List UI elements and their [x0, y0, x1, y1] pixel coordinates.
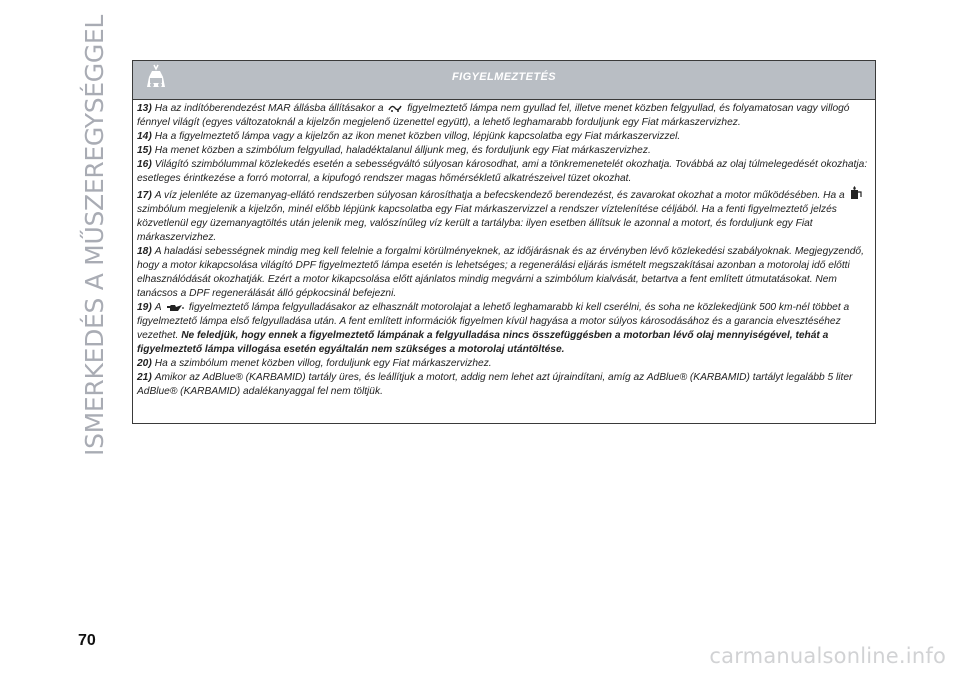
page-number: 70	[78, 632, 96, 649]
item-text: A haladási sebességnek mindig meg kell felelnie a forgalmi körülményeknek, az időjárásnak és az érvényben lévő közlekedési szabályoknak. Megjegyzendő, hogy a motor kikapcsolása világító DPF figyelmeztető lámpa esetén is lehetséges; a regenerálási eljárás ismételt megszakításai azonban a motorolaj idő előtti elhasználódását okozhatják. Ezért a motor kikapcsolása előtt ajánlatos mindig megvárni a szimbólum kialvását, betartva a fent említett útmutatásokat. Nem tanácsos a DPF regenerálását álló gépkocsinál befejezni.	[137, 246, 864, 299]
list-item	[137, 186, 872, 245]
item-number: 14)	[137, 131, 152, 142]
warning-header	[133, 61, 875, 100]
list-item	[137, 130, 872, 144]
list-item	[137, 144, 872, 158]
item-text-pre: A víz jelenléte az üzemanyag-ellátó rendszerben súlyosan károsíthatja a befecskendező berendezést, és zavarokat okozhat a motor működésében. Ha a	[154, 190, 845, 201]
item-text-emphasis: Ne feledjük, hogy ennek a figyelmeztető lámpának a felgyulladása nincs összefüggésben a motorban lévő olaj mennyiségével, tehát a figyelmeztető lámpa villogása esetén egyáltalán nem szükséges a motorolaj utántöltése.	[137, 330, 829, 355]
item-number: 20)	[137, 358, 152, 369]
water-in-fuel-icon	[850, 186, 862, 200]
item-text: figyelmeztető lámpa felgyulladásakor az elhasznált motorolajat a lehető leghamarabb ki kell cserélni, és soha ne közlekedjünk 500 km-nél többet a figyelmeztető lámpa első felgyulladása után. A fent említett információk figyelmen kívül hagyása a motor súlyos károsodásához és a garancia elvesztéséhez vezethet.	[137, 302, 850, 341]
warning-items	[133, 100, 875, 399]
item-text: figyelmeztető lámpa nem gyullad fel, illetve menet közben felgyullad, és folyamatosan vagy villogó fénnyel világít (egyes változatoknál a kijelzőn megjelenő üzenettel együtt), a lehető leghamarabb forduljunk egy Fiat márkaszervizhez.	[137, 103, 850, 128]
item-text: Amikor az AdBlue® (KARBAMID) tartály üres, és leállítjuk a motort, addig nem lehet azt újraindítani, amíg az AdBlue® (KARBAMID) tartályt legalább 5 liter AdBlue® (KARBAMID) adalékanyaggal fel nem töltjük.	[137, 372, 853, 397]
list-item	[137, 371, 872, 399]
list-item	[137, 301, 872, 357]
watermark: carmanualsonline.info	[709, 644, 946, 668]
item-number: 18)	[137, 246, 152, 257]
item-text: szimbólum megjelenik a kijelzőn, minél előbb lépjünk kapcsolatba egy Fiat márkaszervizzel a rendszer víztelenítése céljából. Ha a fenti figyelmeztető jelzés közvetlenül egy üzemanyagtöltés után jelenik meg, valószínűleg víz került a tartályba: ilyen esetben állítsuk le azonnal a motort, és forduljunk egy Fiat márkaszervizhez.	[137, 204, 837, 243]
list-item	[137, 158, 872, 186]
item-number: 19)	[137, 302, 152, 313]
oil-can-icon	[166, 303, 184, 312]
dpf-icon	[388, 103, 402, 113]
item-number: 17)	[137, 190, 152, 201]
warning-box	[132, 60, 876, 424]
item-number: 13)	[137, 103, 152, 114]
item-number: 16)	[137, 159, 152, 170]
list-item	[137, 357, 872, 371]
item-number: 15)	[137, 145, 152, 156]
item-number: 21)	[137, 372, 152, 383]
warning-title: FIGYELMEZTETÉS	[452, 71, 556, 83]
item-text: Világító szimbólummal közlekedés esetén a sebességváltó súlyosan károsodhat, ami a tönkremenetelét okozhatja. Továbbá az olaj túlmelegedését okozhatja: esetleges érintkezése a forró motorral, a kipufogó rendszer magas hőmérsékletű alkatrészeivel tüzet okozhat.	[137, 159, 868, 184]
item-text: Ha a figyelmeztető lámpa vagy a kijelzőn az ikon menet közben villog, lépjünk kapcsolatba egy Fiat márkaszervizzel.	[154, 131, 681, 142]
item-text-pre: Ha az indítóberendezést MAR állásba állításakor a	[154, 103, 384, 114]
item-text: Ha a szimbólum menet közben villog, forduljunk egy Fiat márkaszervizhez.	[154, 358, 492, 369]
section-side-title: ISMERKEDÉS A MŰSZEREGYSÉGGEL	[80, 14, 109, 456]
list-item	[137, 102, 872, 130]
list-item	[137, 245, 872, 301]
item-text: Ha menet közben a szimbólum felgyullad, haladéktalanul álljunk meg, és forduljunk egy Fiat márkaszervizhez.	[154, 145, 651, 156]
item-text-pre: A	[154, 302, 162, 313]
